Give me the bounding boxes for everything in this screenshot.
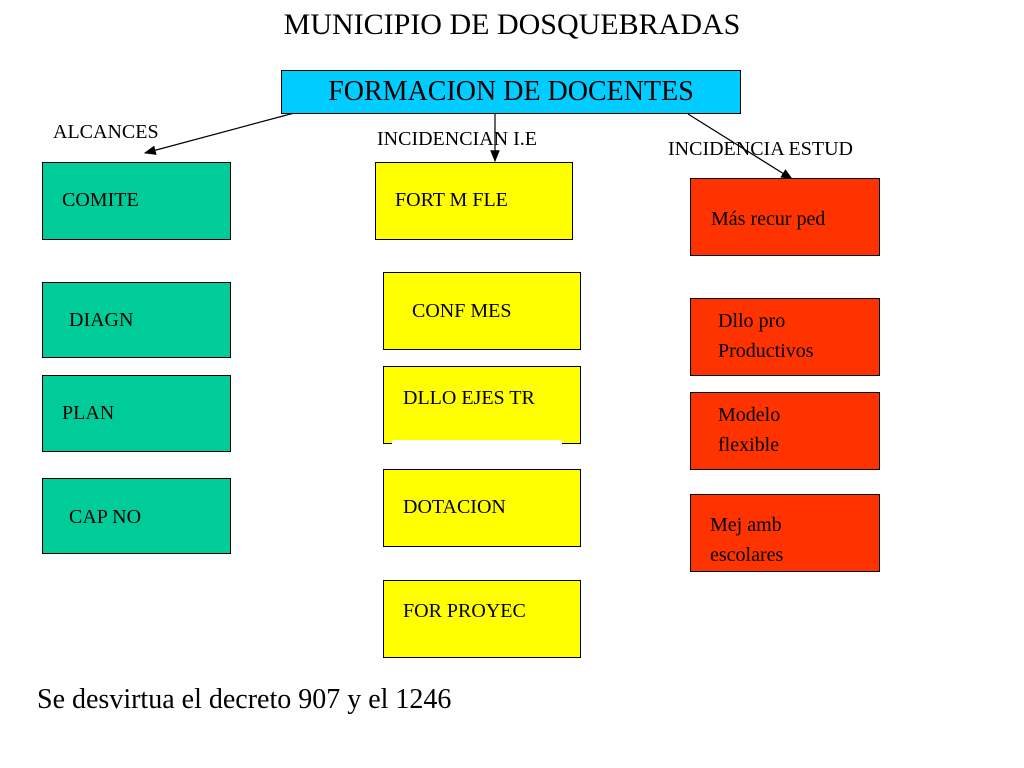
box-dotacion: DOTACION [383, 469, 581, 547]
box-dllo-pro-productivos-text: Dllo pro Productivos [718, 310, 814, 362]
box-mej-amb-escolares [690, 494, 880, 572]
page-title: MUNICIPIO DE DOSQUEBRADAS [283, 8, 741, 41]
box-plan: PLAN [42, 375, 231, 452]
box-diagn: DIAGN [42, 282, 231, 358]
box-mej-amb-escolares-text: Mej amb escolares [710, 514, 784, 566]
box-comite: COMITE [42, 162, 231, 240]
box-conf-mes: CONF MES [383, 272, 581, 350]
box-dllo-ejes-tr [383, 366, 581, 444]
footer-note: Se desvirtua el decreto 907 y el 1246 [37, 684, 452, 715]
box-modelo-flexible [690, 392, 880, 470]
box-for-proyec: FOR PROYEC [383, 580, 581, 658]
text-highlight-patch [392, 440, 562, 446]
box-dllo-ejes-tr-text: DLLO EJES TR [403, 387, 535, 409]
box-mas-recur-ped: Más recur ped [690, 178, 880, 256]
arrow-to-alcances [145, 112, 298, 153]
label-alcances: ALCANCES [53, 121, 159, 143]
main-topic-box: FORMACION DE DOCENTES [281, 70, 741, 114]
label-incidencian-ie: INCIDENCIAN I.E [377, 128, 537, 150]
box-cap-no: CAP NO [42, 478, 231, 554]
box-dllo-pro-productivos [690, 298, 880, 376]
box-modelo-flexible-text: Modelo flexible [718, 404, 781, 456]
label-incidencia-estud: INCIDENCIA ESTUD [668, 138, 853, 160]
box-fort-m-fle: FORT M FLE [375, 162, 573, 240]
